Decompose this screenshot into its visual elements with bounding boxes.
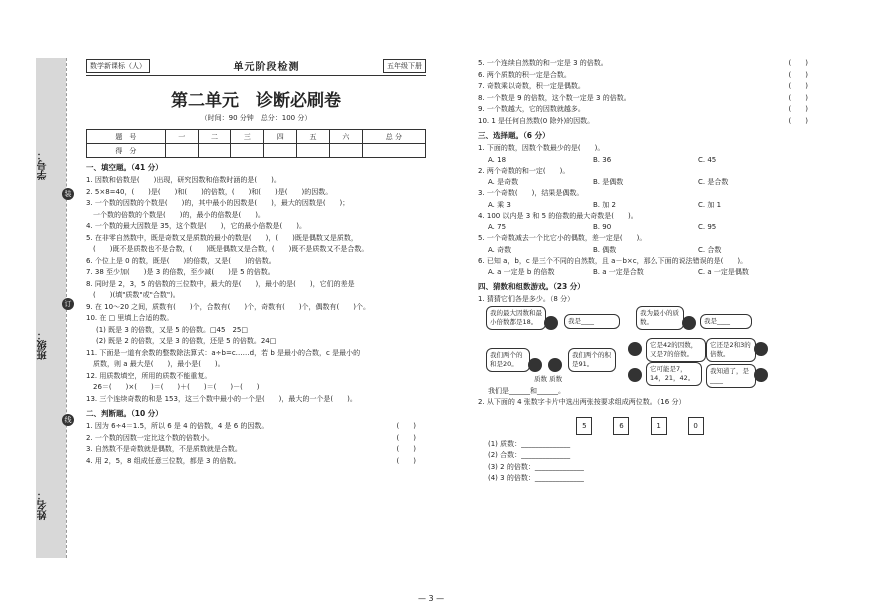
score-input-cell[interactable] [297, 144, 330, 158]
question: 1. 猜猜它们各是多少。（8 分） [478, 295, 575, 303]
table-cell: 三 [231, 130, 264, 144]
option[interactable]: B. 偶数 [593, 245, 617, 254]
option[interactable]: C. 95 [698, 223, 717, 231]
question: 10. 在 □ 里填上合适的数。 [86, 314, 174, 322]
page-subtitle: （时间：90 分钟 总分：100 分） [200, 114, 312, 122]
child-icon [628, 368, 642, 382]
question: 11. 下面是一道有余数的整数除法算式：a÷b=c……d，若 b 是最小的合数，c 是最小的 [86, 348, 361, 357]
question [478, 104, 818, 116]
option[interactable]: A. 18 [488, 155, 507, 164]
question: 8. 同时是 2，3，5 的倍数的三位数中，最大的是( )，最小的是( )，它们的差是 [86, 279, 355, 288]
question: 1. 下面的数，因数个数最少的是( )。 [478, 144, 605, 152]
speech-bubble: 它还是2和3的倍数。 [706, 338, 756, 362]
answer-line[interactable]: (1) 质数：______________ [488, 439, 571, 448]
question: 3. 一个数的因数的个数是( )的，其中最小的因数是( )，最大的因数是( )； [86, 199, 350, 207]
number-card: 0 [688, 417, 704, 435]
speech-bubble: 我为最小的质数。 [636, 306, 684, 330]
question-text: 8. 一个数是 9 的倍数，这个数一定是 3 的倍数。 [478, 93, 631, 102]
answer-line[interactable]: (3) 2 的倍数：______________ [488, 462, 584, 471]
question: 26＝( )×( )＝( )＋( )＝( )－( ) [86, 383, 260, 391]
question [478, 93, 818, 105]
answer-bracket[interactable]: ( ) [396, 456, 416, 465]
question: 13. 三个连续奇数的和是 153，这三个数中最小的一个是( )，最大的一个是( )。 [86, 394, 357, 403]
left-column [86, 58, 426, 467]
answer-line[interactable]: (4) 3 的倍数：______________ [488, 474, 584, 482]
options [488, 245, 818, 256]
question: 9. 在 10～20 之间，质数有( )个，合数有( )个，奇数有( )个，偶数有( )个。 [86, 302, 371, 311]
question-text: 2. 一个数的因数一定比这个数的倍数小。 [86, 433, 214, 442]
answer-bracket[interactable]: ( ) [396, 422, 416, 430]
option[interactable]: A. 奇数 [488, 245, 512, 254]
header-bar [86, 58, 426, 76]
option[interactable]: B. 90 [593, 223, 612, 231]
question: 2. 从下面的 4 张数字卡片中选出两张按要求组成两位数。（16 分） [478, 398, 686, 406]
question [86, 421, 426, 433]
option[interactable]: B. a 一定是合数 [593, 268, 644, 276]
answer-bubble[interactable]: 我是____ [700, 314, 752, 329]
option[interactable]: B. 加 2 [593, 200, 616, 209]
page-number: — 3 — [418, 594, 445, 603]
answer-bracket[interactable]: ( ) [396, 433, 416, 442]
table-cell: 六 [329, 130, 362, 144]
score-table-header [87, 130, 426, 144]
page-title: 第二单元 诊断必刷卷 [171, 91, 341, 111]
answer-bracket[interactable]: ( ) [788, 70, 808, 79]
table-cell: 总 分 [362, 130, 425, 144]
table-cell: 五 [297, 130, 330, 144]
question-text: 5. 一个连续自然数的和一定是 3 的倍数。 [478, 59, 608, 67]
score-input-cell[interactable] [329, 144, 362, 158]
question [478, 58, 818, 70]
table-cell: 题 号 [87, 130, 166, 144]
question: 4. 100 以内是 3 和 5 的倍数的最大奇数是( )。 [478, 211, 638, 220]
question: 6. 个位上是 0 的数，既是( )的倍数，又是( )的倍数。 [86, 256, 276, 265]
question: 质数，则 a 最大是( )，最小是( )。 [86, 360, 225, 368]
answer-bubble[interactable]: 我是____ [564, 314, 620, 329]
question [478, 70, 818, 82]
child-icon [754, 368, 768, 382]
child-icon [548, 358, 562, 372]
question-text: 9. 一个数越大，它的因数就越多。 [478, 105, 585, 113]
score-table-row [87, 144, 426, 158]
table-cell: 二 [198, 130, 231, 144]
binding-hole-1: 装 [62, 188, 74, 200]
student-number-label: 学号： [38, 150, 49, 180]
table-cell: 得 分 [87, 144, 166, 158]
answer-bubble[interactable]: 我知道了，是____ [706, 364, 756, 388]
speech-bubble: 我们两个的积是91。 [568, 348, 616, 372]
question-text: 3. 自然数不是奇数就是偶数，不是质数就是合数。 [86, 445, 242, 453]
question: 1. 因数和倍数是( )出现，研究因数和倍数时涵的是( )。 [86, 176, 281, 184]
options [488, 155, 818, 166]
score-input-cell[interactable] [362, 144, 425, 158]
section-choice: 三、选择题。（6 分） [478, 131, 550, 140]
question: ( )(填"质数"或"合数")。 [86, 291, 180, 299]
question: 2. 5×8=40，( )是( )和( )的倍数，( )和( )是( )的因数。 [86, 187, 333, 196]
question: 2. 两个奇数的和一定( )。 [478, 166, 570, 175]
question [86, 444, 426, 456]
answer-line[interactable]: 我们是______和______。 [488, 386, 565, 395]
option[interactable]: A. 75 [488, 223, 507, 231]
question-text: 6. 两个质数的积一定是合数。 [478, 70, 571, 79]
section-game: 四、猜数和组数游戏。（23 分） [478, 282, 585, 291]
speech-bubble: 我们两个的和是20。 [486, 348, 530, 372]
answer-bracket[interactable]: ( ) [396, 445, 416, 453]
guess-figure [478, 306, 818, 386]
speech-bubble: 我的最大因数和最小倍数都是18。 [486, 306, 546, 330]
option[interactable]: C. 合数 [698, 245, 722, 254]
class-label: 班级： [38, 330, 49, 360]
score-input-cell[interactable] [231, 144, 264, 158]
child-icon [628, 342, 642, 356]
header-title: 单元阶段检测 [233, 62, 300, 73]
table-cell: 四 [264, 130, 297, 144]
table-cell: 一 [165, 130, 198, 144]
options [488, 222, 818, 233]
option[interactable]: C. 加 1 [698, 200, 722, 209]
question: 12. 用质数填空，所用的质数不能重复。 [86, 371, 212, 380]
right-column [478, 58, 818, 485]
question: 4. 一个数的最大因数是 35，这个数是( )，它的最小倍数是( )。 [86, 222, 306, 230]
question: 一个数的倍数的个数是( )的，最小的倍数是( )。 [86, 210, 265, 219]
binding-sidebar [36, 58, 66, 558]
question: ( )既不是质数也不是合数，( )既是偶数又是合数，( )既不是质数又不是合数。 [86, 245, 369, 253]
question: 5. 在非零自然数中，既是奇数又是质数的最小的数是( )，( )既是偶数又是质数， [86, 233, 358, 242]
number-card: 5 [576, 417, 592, 435]
question [86, 456, 426, 468]
section-judge: 二、判断题。（10 分） [86, 409, 163, 418]
number-card: 1 [651, 417, 667, 435]
score-table [86, 129, 426, 158]
options [488, 267, 818, 278]
child-icon [528, 358, 542, 372]
speech-bubble: 它是42的因数，又是7的倍数。 [646, 338, 706, 362]
option[interactable]: C. 45 [698, 155, 717, 164]
edition-badge: 数学新课标（人） [86, 59, 150, 73]
answer-bracket[interactable]: ( ) [788, 93, 808, 102]
question: (2) 既是 2 的倍数，又是 3 的倍数，还是 5 的倍数。24□ [96, 337, 277, 345]
option[interactable]: B. 是偶数 [593, 178, 624, 186]
option[interactable]: A. 乘 3 [488, 200, 511, 209]
option[interactable]: C. a 一定是偶数 [698, 268, 749, 276]
score-input-cell[interactable] [198, 144, 231, 158]
caption: 质数 质数 [534, 374, 563, 383]
number-cards [478, 413, 818, 435]
child-icon [544, 316, 558, 330]
answer-bracket[interactable]: ( ) [788, 105, 808, 113]
question [86, 433, 426, 445]
question: 7. 38 至少加( )是 3 的倍数，至少减( )是 5 的倍数。 [86, 268, 275, 276]
question-text: 10. 1 是任何自然数(0 除外)的因数。 [478, 116, 595, 125]
question-text: 1. 因为 6÷4＝1.5，所以 6 是 4 的倍数，4 是 6 的因数。 [86, 422, 269, 430]
speech-bubble: 它可能是7，14，21，42。 [646, 362, 702, 386]
binding-hole-2: 订 [62, 298, 74, 310]
option[interactable]: B. 36 [593, 155, 612, 164]
answer-line[interactable]: (2) 合数：______________ [488, 451, 571, 459]
question [478, 116, 818, 128]
answer-bracket[interactable]: ( ) [788, 59, 808, 67]
number-card: 6 [613, 417, 629, 435]
question-text: 7. 奇数乘以奇数，积一定是偶数。 [478, 82, 585, 90]
question [478, 81, 818, 93]
name-label: 姓名： [38, 490, 49, 520]
binding-hole-3: 线 [62, 414, 74, 426]
question: (1) 既是 3 的倍数，又是 5 的倍数。□45 25□ [96, 325, 248, 334]
option[interactable]: A. 是奇数 [488, 178, 519, 186]
question-text: 4. 用 2，5，8 组成任意三位数，都是 3 的倍数。 [86, 456, 241, 465]
section-fill-in: 一、填空题。（41 分） [86, 163, 163, 172]
question: 5. 一个奇数减去一个比它小的偶数，差一定是( )。 [478, 234, 647, 242]
answer-bracket[interactable]: ( ) [788, 116, 808, 125]
score-input-cell[interactable] [165, 144, 198, 158]
question: 3. 一个奇数( )，结果是偶数。 [478, 189, 584, 197]
grade-badge: 五年级下册 [383, 59, 426, 73]
child-icon [682, 316, 696, 330]
answer-bracket[interactable]: ( ) [788, 82, 808, 90]
options [488, 177, 818, 188]
option[interactable]: A. a 一定是 b 的倍数 [488, 268, 555, 276]
question: 6. 已知 a，b，c 是三个不同的自然数，且 a－b×c，那么下面的说法错误的是( )。 [478, 256, 748, 265]
score-input-cell[interactable] [264, 144, 297, 158]
options [488, 200, 818, 211]
child-icon [754, 342, 768, 356]
option[interactable]: C. 是合数 [698, 178, 729, 186]
